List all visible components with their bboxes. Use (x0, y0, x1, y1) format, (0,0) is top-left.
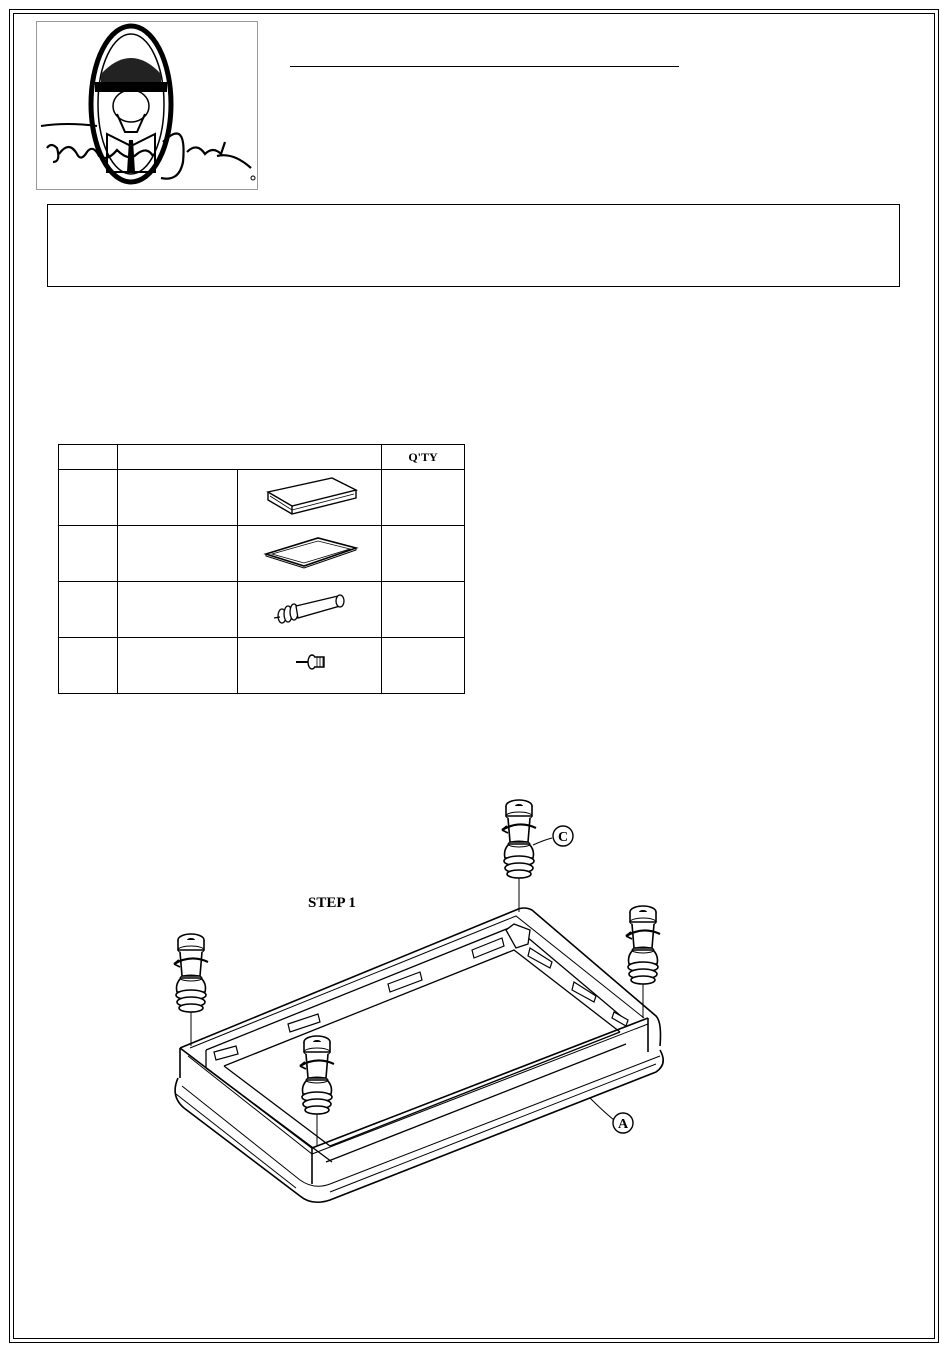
leg-icon (502, 800, 536, 878)
step-label: STEP 1 (308, 895, 356, 911)
table-frame-icon (175, 908, 663, 1202)
leg-icon (300, 1036, 334, 1114)
header-cell-qty: Q'TY (382, 445, 465, 470)
callout-a (590, 1098, 633, 1133)
callout-c-label: C (557, 830, 569, 845)
callout-c (533, 826, 573, 846)
callout-a-label: A (617, 1117, 629, 1132)
leg-icon (174, 934, 208, 1012)
leg-icon (626, 906, 660, 984)
alignment-lines (191, 870, 643, 1146)
